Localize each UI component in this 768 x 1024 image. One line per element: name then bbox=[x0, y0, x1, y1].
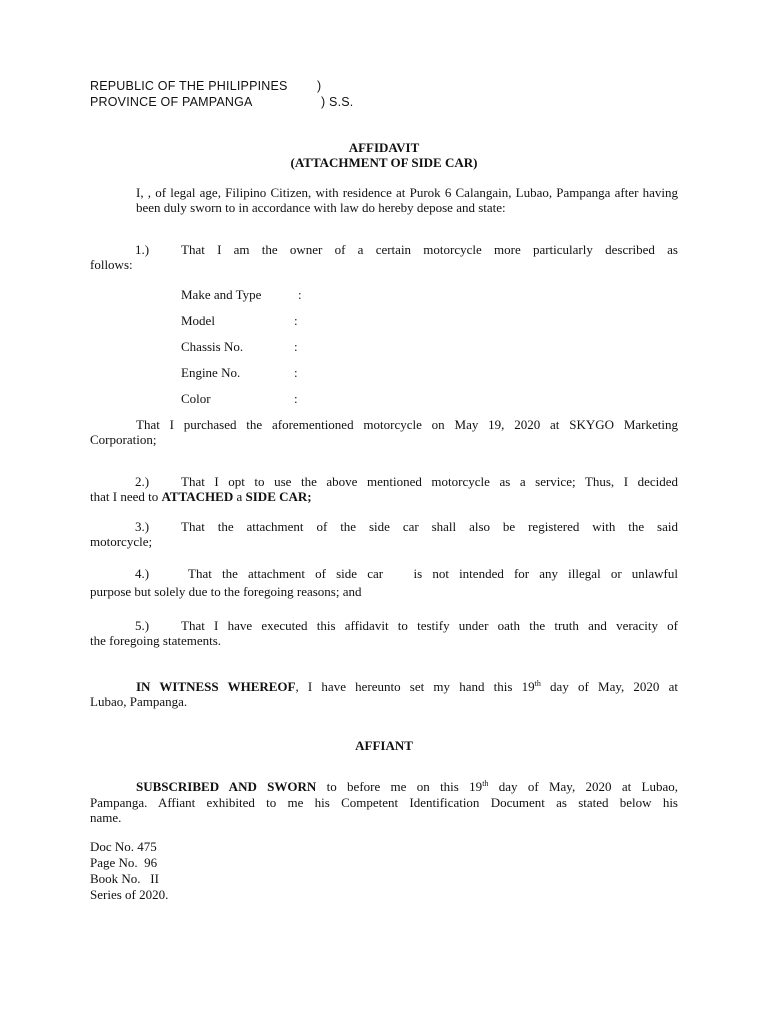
field-color-label: Color bbox=[181, 391, 211, 406]
item2-side-car: SIDE CAR; bbox=[245, 489, 312, 504]
sworn-bold: SUBSCRIBED AND SWORN bbox=[136, 779, 317, 794]
notarial-doc-no: Doc No. 475 bbox=[90, 839, 157, 854]
witness-text-cont: Lubao, Pampanga. bbox=[90, 694, 188, 709]
field-color-colon: : bbox=[294, 391, 298, 406]
affiant-heading: AFFIANT bbox=[355, 738, 413, 753]
venue-ss: ) S.S. bbox=[321, 95, 354, 109]
field-make-type-label: Make and Type bbox=[181, 287, 262, 302]
field-model-colon: : bbox=[294, 313, 298, 328]
item1-text: That I am the owner of a certain motorcycle more particularly described as bbox=[181, 242, 678, 257]
sworn-text-cont: Pampanga. Affiant exhibited to me his Competent Identification Document as stated below his bbox=[90, 795, 678, 810]
sworn-line bbox=[136, 779, 678, 794]
item2-number: 2.) bbox=[135, 474, 150, 489]
witness-text-b: day of May, 2020 at bbox=[540, 679, 678, 694]
sworn-sup: th bbox=[482, 779, 489, 788]
field-chassis-colon: : bbox=[294, 339, 298, 354]
notarial-series: Series of 2020. bbox=[90, 887, 169, 902]
field-engine-label: Engine No. bbox=[181, 365, 241, 380]
sworn-text-a: to before me on this 19 bbox=[316, 779, 483, 794]
intro-line-1 bbox=[136, 185, 678, 215]
purchase-text-cont: Corporation; bbox=[90, 432, 157, 447]
item2-mid: a bbox=[233, 489, 246, 504]
item2-text: That I opt to use the above mentioned motorcycle as a service; Thus, I decided bbox=[181, 474, 678, 489]
venue-paren-1: ) bbox=[317, 79, 322, 93]
item1-number: 1.) bbox=[135, 242, 150, 257]
document-subtitle: (ATTACHMENT OF SIDE CAR) bbox=[290, 155, 478, 170]
item5-number: 5.) bbox=[135, 618, 150, 633]
field-make-type-colon: : bbox=[298, 287, 302, 302]
item4-number: 4.) bbox=[135, 566, 150, 581]
witness-line bbox=[136, 679, 678, 694]
intro-text: I, , of legal age, Filipino Citizen, with residence at Purok 6 Calangain, Lubao, Pampanga after having been duly sworn to in accordance with law do hereby depose and state: bbox=[136, 185, 678, 215]
document-title: AFFIDAVIT bbox=[348, 140, 420, 155]
notarial-book-no: Book No. II bbox=[90, 871, 159, 886]
witness-bold: IN WITNESS WHEREOF bbox=[136, 679, 296, 694]
field-engine-colon: : bbox=[294, 365, 298, 380]
field-model-label: Model bbox=[181, 313, 215, 328]
item4-text: That the attachment of side car is not intended for any illegal or unlawful bbox=[188, 566, 678, 581]
witness-sup: th bbox=[534, 679, 541, 688]
item1-text-cont: follows: bbox=[90, 257, 133, 272]
item5-text-cont: the foregoing statements. bbox=[90, 633, 222, 648]
item3-number: 3.) bbox=[135, 519, 150, 534]
notarial-page-no: Page No. 96 bbox=[90, 855, 158, 870]
venue-province: PROVINCE OF PAMPANGA bbox=[90, 95, 253, 109]
purchase-text: That I purchased the aforementioned motorcycle on May 19, 2020 at SKYGO Marketing bbox=[136, 417, 678, 432]
item5-text: That I have executed this affidavit to testify under oath the truth and veracity of bbox=[181, 618, 678, 633]
witness-text-a: , I have hereunto set my hand this 19 bbox=[295, 679, 535, 694]
item4-text-cont: purpose but solely due to the foregoing reasons; and bbox=[90, 584, 362, 599]
item2-pre: that I need to bbox=[90, 489, 162, 504]
item3-text-cont: motorcycle; bbox=[90, 534, 153, 549]
sworn-text-end: name. bbox=[90, 810, 122, 825]
field-chassis-label: Chassis No. bbox=[181, 339, 244, 354]
item3-text: That the attachment of the side car shall also be registered with the said bbox=[181, 519, 678, 534]
item2-text-cont bbox=[90, 489, 312, 504]
sworn-text-b: day of May, 2020 at Lubao, bbox=[488, 779, 679, 794]
venue-republic: REPUBLIC OF THE PHILIPPINES bbox=[90, 79, 288, 93]
item2-attached: ATTACHED bbox=[161, 489, 234, 504]
